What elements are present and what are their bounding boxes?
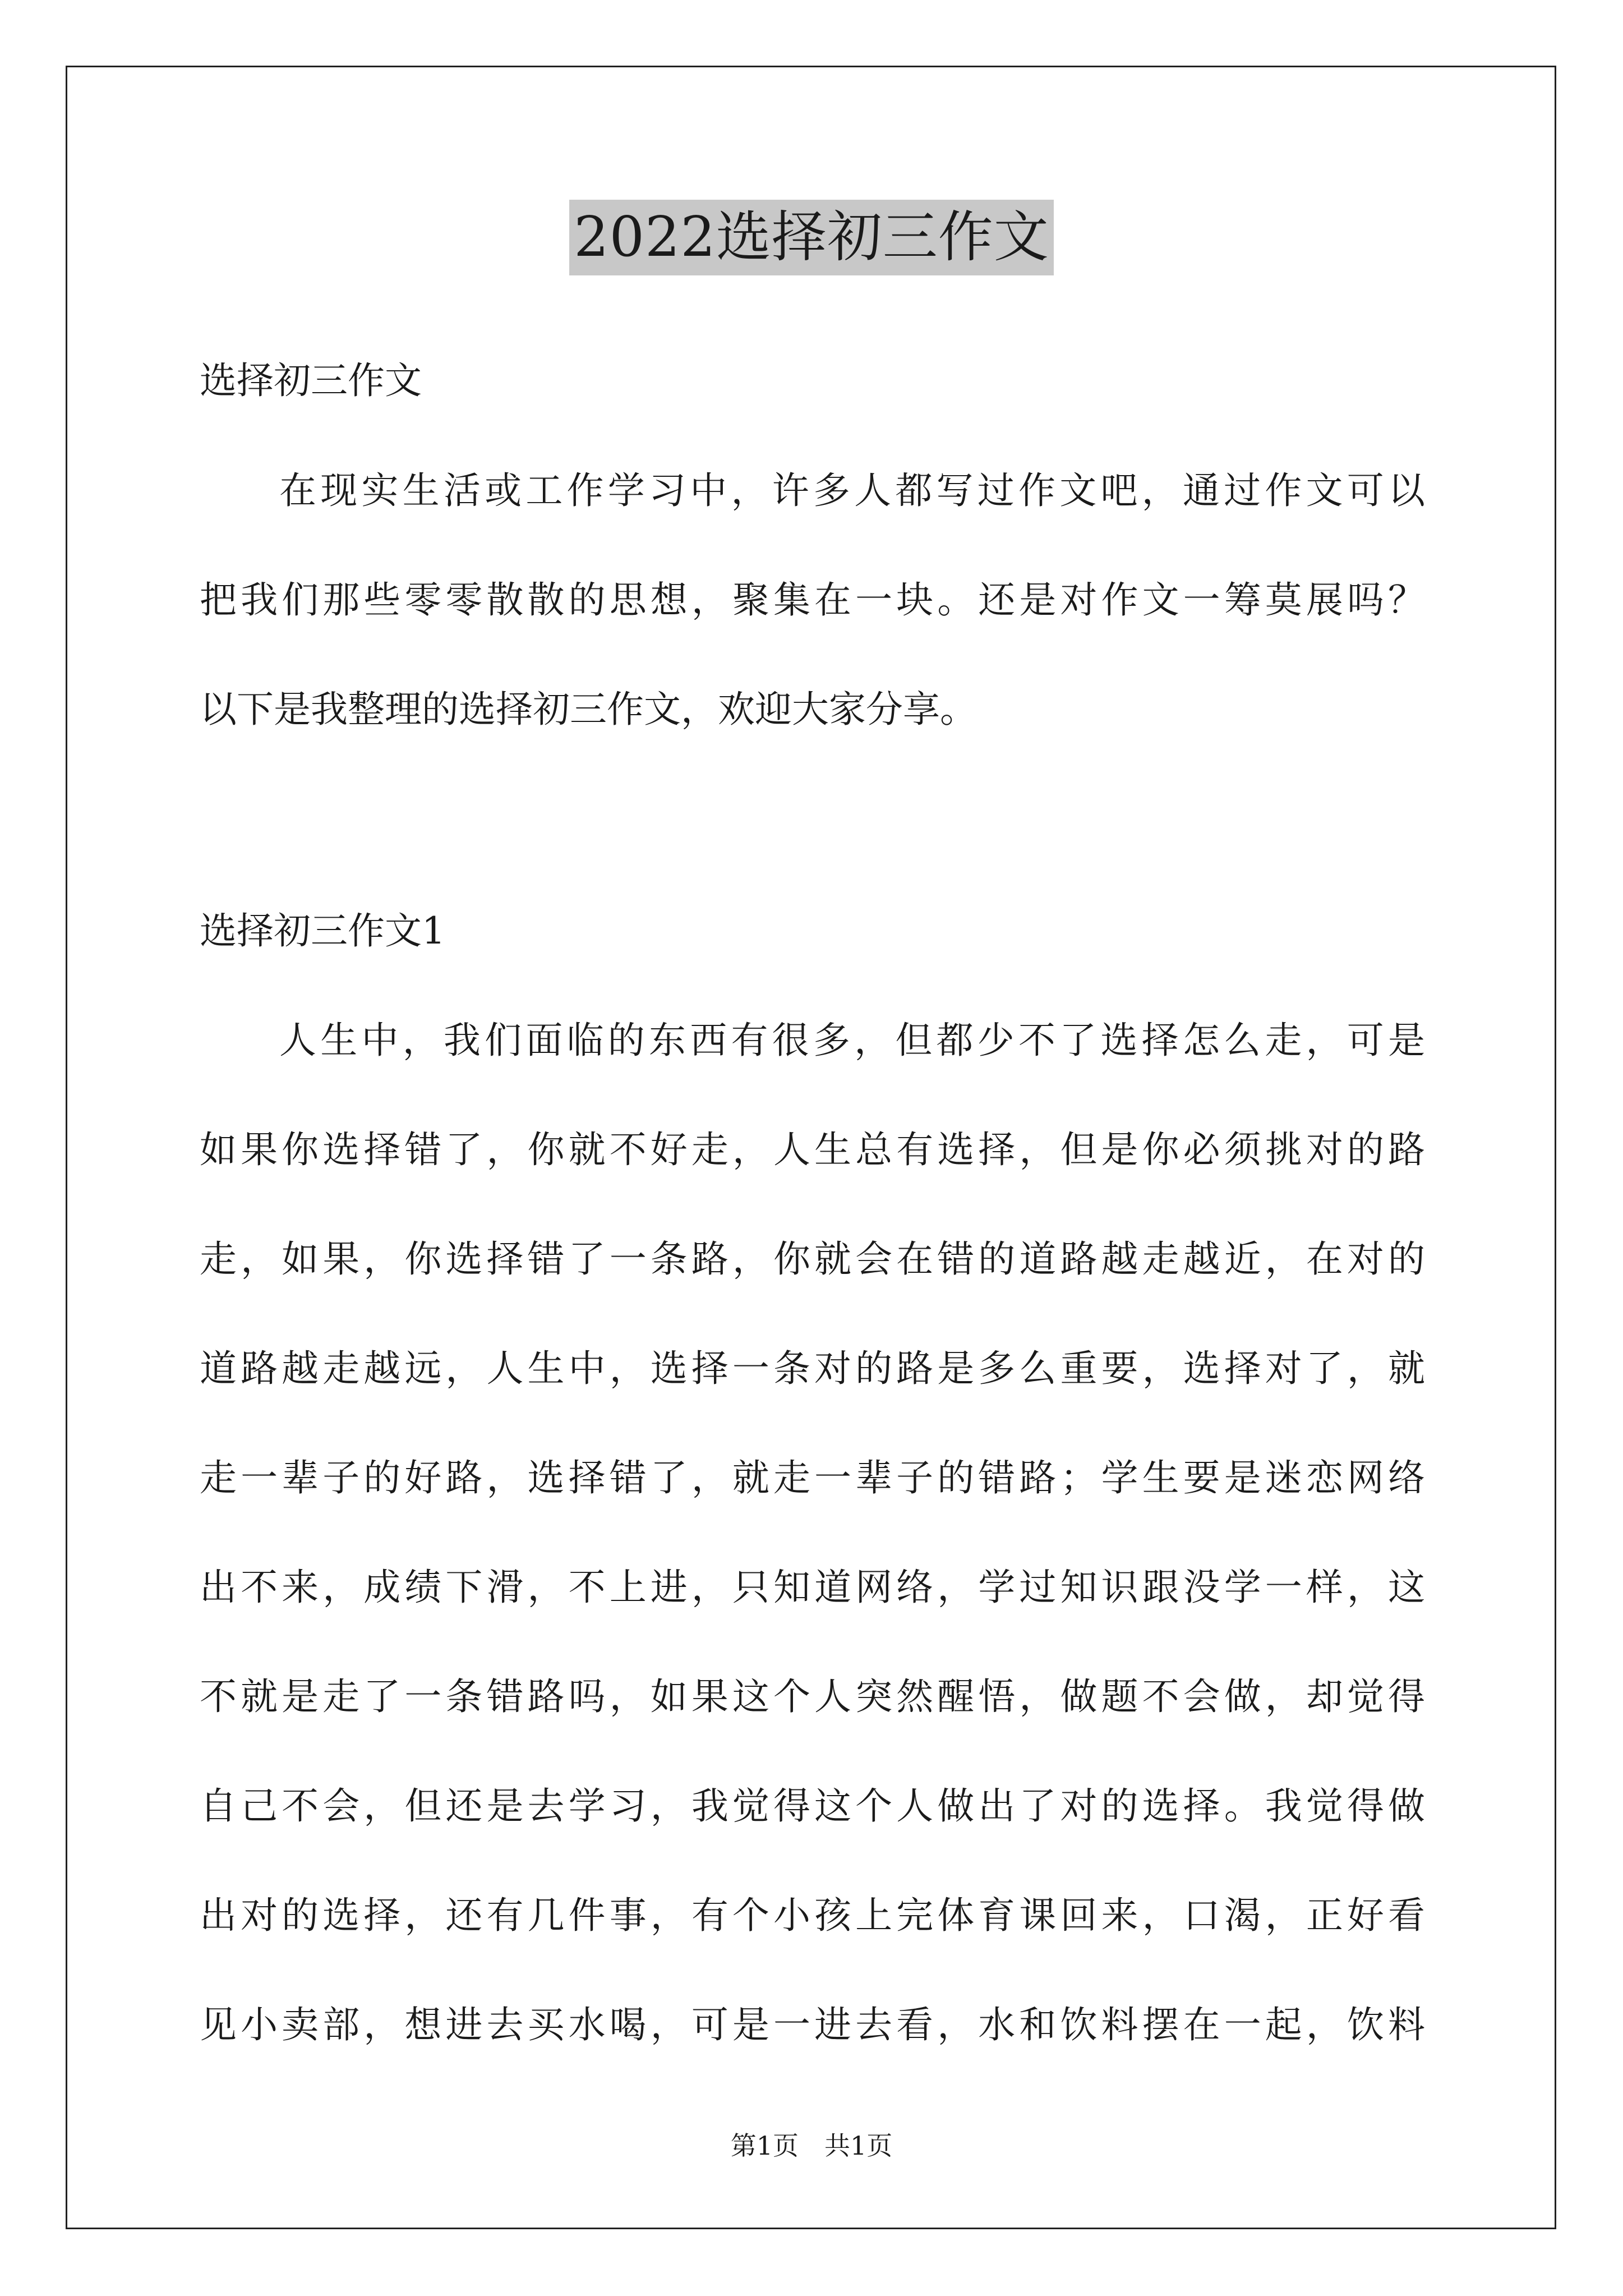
body-line: 如果你选择错了，你就不好走，人生总有选择，但是你必须挑对的路 (200, 1128, 1425, 1171)
body-line: 出对的选择，还有几件事，有个小孩上完体育课回来，口渴，正好看 (200, 1894, 1425, 1937)
body-line: 自己不会，但还是去学习，我觉得这个人做出了对的选择。我觉得做 (200, 1784, 1425, 1828)
intro-line: 以下是我整理的选择初三作文，欢迎大家分享。 (200, 688, 977, 731)
title-container (0, 200, 1623, 275)
body-line: 走一辈子的好路，选择错了，就走一辈子的错路；学生要是迷恋网络 (200, 1456, 1425, 1499)
document-subheading: 选择初三作文 (200, 359, 422, 402)
page-footer: 第1页 共1页 (730, 2131, 893, 2161)
section-heading: 选择初三作文1 (200, 909, 445, 953)
body-line: 走，如果，你选择错了一条路，你就会在错的道路越走越近，在对的 (200, 1237, 1425, 1281)
body-line: 不就是走了一条错路吗，如果这个人突然醒悟，做题不会做，却觉得 (200, 1675, 1425, 1718)
intro-line: 在现实生活或工作学习中，许多人都写过作文吧，通过作文可以 (279, 469, 1425, 512)
document-title: 2022选择初三作文 (569, 200, 1053, 275)
body-line: 见小卖部，想进去买水喝，可是一进去看，水和饮料摆在一起，饮料 (200, 2003, 1425, 2046)
intro-line: 把我们那些零零散散的思想，聚集在一块。还是对作文一筹莫展吗？ (200, 578, 1425, 622)
body-line: 道路越走越远，人生中，选择一条对的路是多么重要，选择对了，就 (200, 1347, 1425, 1390)
body-line: 出不来，成绩下滑，不上进，只知道网络，学过知识跟没学一样，这 (200, 1566, 1425, 1609)
body-line: 人生中，我们面临的东西有很多，但都少不了选择怎么走，可是 (279, 1019, 1425, 1062)
